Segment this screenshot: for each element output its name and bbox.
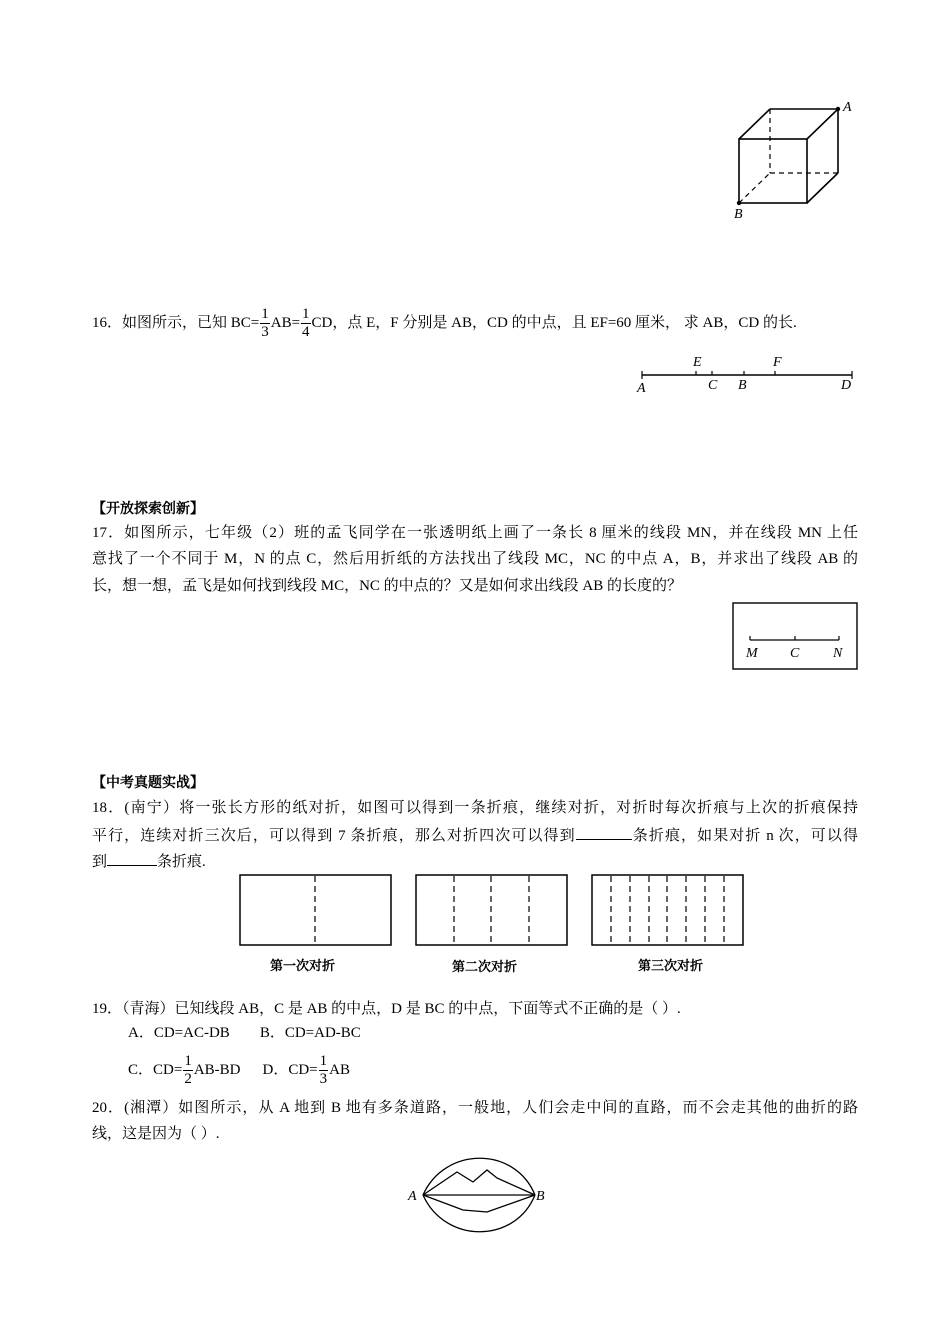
q17-label-m: M: [746, 646, 758, 661]
q20-label-b: B: [536, 1189, 545, 1204]
q16-label-d: D: [841, 378, 852, 393]
q16-label-a: A: [637, 381, 646, 395]
fold-figure-3: [591, 874, 745, 948]
q17-label-n: N: [833, 646, 843, 661]
q16-label-e: E: [693, 355, 702, 370]
cube-figure: [725, 95, 860, 225]
q17-line-2: 意找了一个不同于 M，N 的点 C，然后用折纸的方法找出了线段 MC，NC 的中点 A，B，并求出了线段 AB 的: [92, 551, 858, 567]
fold-caption-3: 第三次对折: [638, 959, 704, 974]
q17-line-3: 长，想一想，孟飞是如何找到线段 MC，NC 的中点的？又是如何求出线段 AB 的长度的？: [92, 578, 683, 594]
cube-label-b: B: [734, 207, 743, 222]
fold-figure-2: [415, 874, 569, 948]
cube-label-a: A: [843, 100, 852, 115]
q19-frac-c: $\frac{1}{2}$: [184, 1053, 192, 1088]
q19-frac-d: $\frac{1}{3}$: [319, 1053, 328, 1088]
q20-label-a: A: [408, 1189, 417, 1204]
q16-frac-1: $\frac{1}{3}$: [261, 306, 269, 341]
q18-line-3: 到 条折痕.: [92, 850, 206, 872]
q19-options-cd: [128, 1050, 350, 1090]
q19-stem: 19．（青海）已知线段 AB，C 是 AB 的中点，D 是 BC 的中点，下面等式不正确的是（ ）.: [92, 1001, 681, 1017]
section-open-explore: 【开放探索创新】: [92, 501, 204, 517]
q18-line-1: 18．(南宁）将一张长方形的纸对折，如图可以得到一条折痕，继续对折，对折时每次折痕与上次的折痕保持: [92, 800, 858, 816]
q16-frac-2: $\frac{1}{4}$: [302, 306, 310, 341]
q18-blank-1[interactable]: [576, 824, 632, 840]
q19-option-b[interactable]: B．CD=AD-BC: [259, 1025, 361, 1041]
q19-option-d[interactable]: D．CD= $\frac{1}{3}$ AB: [262, 1053, 350, 1088]
q19-options-ab: [128, 1023, 361, 1043]
q18-line-2: 平行，连续对折三次后，可以得到 7 条折痕，那么对折四次可以得到 条折痕，如果对折 n 次，可以得: [92, 824, 858, 846]
q19-option-c[interactable]: C．CD= $\frac{1}{2}$ AB-BD: [128, 1053, 241, 1088]
q18-blank-2[interactable]: [107, 850, 157, 866]
q20-roads-figure: [405, 1150, 555, 1240]
section-exam-practice: 【中考真题实战】: [92, 775, 204, 791]
q17-line-1: 17．如图所示，七年级（2）班的孟飞同学在一张透明纸上画了一条长 8 厘米的线段 MN，并在线段 MN 上任: [92, 525, 858, 541]
fold-figure-1: [239, 874, 393, 948]
q17-figure: [732, 602, 860, 672]
fold-caption-1: 第一次对折: [270, 959, 336, 974]
q19-option-a[interactable]: A．CD=AC-DB: [128, 1025, 230, 1041]
q16-label-f: F: [773, 355, 782, 370]
q16-text: 16．如图所示，已知 BC= $\frac{1}{3}$ AB= $\frac{1}{4}$ CD，点 E，F 分别是 AB，CD 的中点，且 EF=60 厘米， 求 AB，CD 的长.: [92, 306, 797, 341]
q16-label-c: C: [708, 378, 718, 393]
q20-line-2: 线，这是因为（ ）.: [92, 1126, 220, 1142]
q16-label-b: B: [738, 378, 747, 393]
fold-caption-2: 第二次对折: [452, 960, 518, 975]
q16-segment-figure: [630, 350, 865, 395]
q20-line-1: 20．(湘潭）如图所示，从 A 地到 B 地有多条道路，一般地，人们会走中间的直路，而不会走其他的曲折的路: [92, 1100, 858, 1116]
q17-label-c: C: [790, 646, 800, 661]
